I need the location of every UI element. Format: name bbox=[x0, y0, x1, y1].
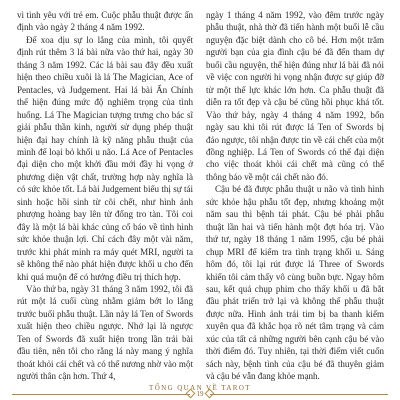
right-text-column bbox=[206, 9, 384, 383]
page-number: 19 bbox=[196, 390, 204, 398]
footer-rule-right bbox=[210, 394, 388, 395]
footer-rule-left bbox=[12, 394, 190, 395]
page-footer bbox=[0, 384, 400, 400]
paragraph: Cậu bé đã được phẫu thuật u não và tình hình sức khỏe hậu phẫu tốt đẹp, nhưng khoảng một năm sau thì bệnh tái phát. Cậu bé phải phẫu thuật lần hai và tiến hành một đợt hóa trị. Vào thứ tư, ngày 18 tháng 1 năm 1995, cậu bé phải chụp MRI để kiểm tra tình trạng khối u. Sáng hôm đó, tôi lại rút được lá Three of Swords khiến tôi cảm thấy vô cùng buồn bực. Ngay hôm sau, kết quả chụp phim cho thấy khối u đã bắt đầu phát triển trở lại và không thể phẫu thuật được nữa. Hình ảnh trái tim bị ba thanh kiếm xuyên qua đã khắc họa rõ nét tâm trạng và cảm xúc của tất cả những người bên cạnh cậu bé vào thời điểm đó. Tuy nhiên, tại thời điểm viết cuốn sách này, bệnh tình của cậu bé đã thuyên giảm và cậu bé vẫn đang khỏe mạnh. bbox=[206, 184, 384, 382]
paragraph: ngày 1 tháng 4 năm 1992, vào đêm trước ngày phẫu thuật, nhà thờ đã tiến hành một buổi lễ cầu nguyện đặc biệt dành cho cô bé. Hơn một trăm người bạn của gia đình cậu bé đã đến tham dự buổi cầu nguyện, thể hiện đúng như lá bài đã nói về việc con người hi vọng nhận được sự giúp đỡ từ một thế lực khác lớn hơn. Ca phẫu thuật đã diễn ra tốt đẹp và cậu bé cũng hồi phục khá tốt. Vào thứ bảy, ngày 4 tháng 4 năm 1992, bốn ngày sau khi tôi rút được lá Ten of Swords bị đảo ngược, tôi nhận được tin về cái chết của một đồng nghiệp. Lá Ten of Swords có thể đại diện cho việc thoát khỏi cái chết mà cũng có thể thông báo về một cái chết nào đó. bbox=[206, 10, 384, 182]
running-title: TỔNG QUAN VỀ TAROT bbox=[149, 384, 251, 392]
paragraph: Để xoa dịu sự lo lắng của mình, tôi quyết định rút thêm 3 lá bài nữa vào thứ hai, ngày 30 tháng 3 năm 1992. Các lá bài sau đây đều xuất hiện theo chiều xuôi là lá The Magician, Ace of Pentacles, và Judgement. Hai lá bài Ẩn Chính thể hiện đúng mức độ nghiêm trọng của tình huống. Lá The Magician tượng trưng cho bác sĩ giải phẫu thần kinh, người sử dụng phép thuật hiện đại hay chính là kỹ năng phẫu thuật của mình để loại bỏ khối u não. Lá Ace of Pentacles đại diện cho một khởi đầu mới đầy hi vọng ở phương diện vật chất, trường hợp này nghĩa là có sức khỏe tốt. Lá bài Judgement biểu thị sự tái sinh hoặc hồi sinh từ cõi chết, như hình ảnh phượng hoàng bay lên từ đống tro tàn. Tôi coi đây là một lá bài khác củng cố báo về tình hình sức khỏe thuận lợi. Chỉ cách đây một vài năm, trước khi phát minh ra máy quét MRI, người ta sẽ không thể nào phát hiện được khối u cho đến khi quá muộn để có hướng điều trị thích hợp. bbox=[17, 34, 193, 282]
paragraph: vì tình yêu với trẻ em. Cuộc phẫu thuật được ấn định vào ngày 2 tháng 4 năm 1992. bbox=[17, 10, 193, 33]
paragraph: Vào thứ ba, ngày 31 tháng 3 năm 1992, tôi đã rút một lá cuối cùng nhằm giảm bớt lo lắng trước buổi phẫu thuật. Lần này lá Ten of Swords xuất hiện theo chiều ngược. Nhớ lại là ngược Ten of Swords đã xuất hiện trong lần trải bài đầu tiên, nên tôi cho rằng lá này mang ý nghĩa thoát khỏi cái chết và có thể nương nhờ vào một người thân cận hơn. Thứ 4, bbox=[17, 283, 193, 382]
left-text-column bbox=[17, 9, 193, 383]
